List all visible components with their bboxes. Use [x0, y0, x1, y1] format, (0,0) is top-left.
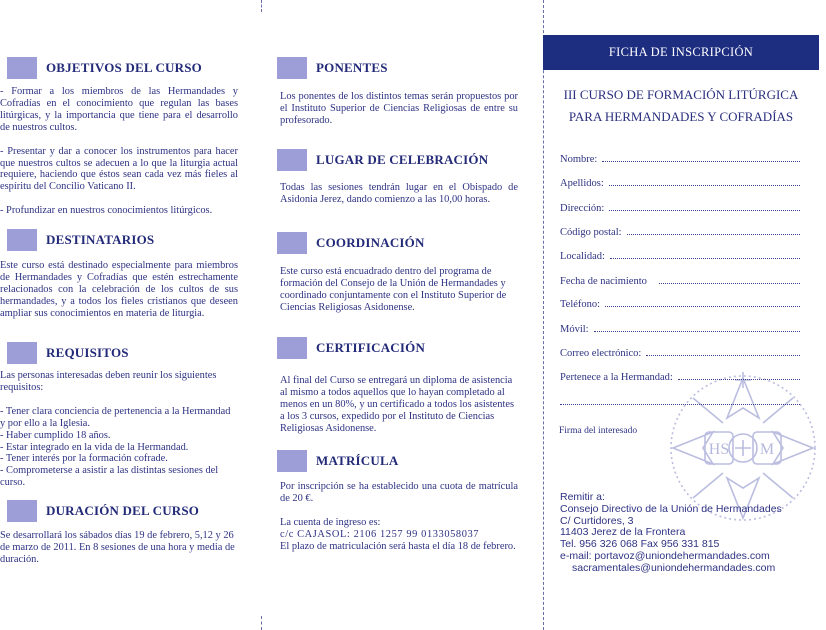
heading-matricula — [277, 450, 398, 472]
field-label: Nombre: — [560, 154, 598, 165]
list-item: - Haber cumplido 18 años. — [0, 429, 111, 441]
paragraph: - Formar a los miembros de las Hermandades y Cofradías en el conocimiento que regulan las bases litúrgicas, y la importancia que tiene para el desarrollo de nuestros cultos. — [0, 86, 238, 133]
paragraph: - Profundizar en nuestros conocimientos litúrgicos. — [0, 205, 213, 217]
field-fecha-nacimiento[interactable] — [560, 275, 800, 287]
course-title-line: III CURSO DE FORMACIÓN LITÚRGICA — [563, 87, 799, 102]
ponentes-text — [280, 91, 518, 127]
requisitos-list — [0, 406, 238, 489]
address-line: Consejo Directivo de la Unión de Hermandades — [560, 502, 782, 515]
address-line: 11403 Jerez de la Frontera — [560, 526, 686, 539]
field-label: Móvil: — [560, 324, 589, 335]
lugar-text — [280, 182, 518, 206]
coordinacion-text — [280, 266, 520, 314]
field-label: Código postal: — [560, 227, 622, 238]
field-label: Localidad: — [560, 251, 605, 262]
field-codigo-postal[interactable] — [560, 226, 800, 238]
heading-destinatarios — [7, 229, 154, 251]
paragraph: Al final del Curso se entregará un diploma de asistencia al mismo a todos aquellos que lo hayan completado al menos en un 80%, y un certificado a todos los asistentes a los 3 cursos, expedido por el Instituto de Ciencias Religiosas Asidonense. — [280, 375, 515, 434]
paragraph: Este curso está encuadrado dentro del programa de formación del Consejo de la Unión de Hermandades y coordinado conjuntamente con el Instituto Superior de Ciencias Religiosas Asidonense. — [280, 266, 507, 313]
field-input-line[interactable] — [659, 275, 800, 284]
field-input-line[interactable] — [609, 177, 800, 186]
list-item: - Tener interés por la formación cofrade. — [0, 453, 168, 465]
field-nombre[interactable] — [560, 153, 800, 165]
course-title — [543, 84, 819, 128]
seal-letters-right: M — [759, 441, 775, 458]
field-input-line[interactable] — [610, 250, 800, 259]
field-label: Pertenece a la Hermandad: — [560, 372, 673, 383]
remitir-block — [560, 492, 782, 575]
account-number: c/c CAJASOL: 2106 1257 99 0133058037 — [280, 528, 480, 540]
field-input-line[interactable] — [602, 153, 800, 162]
field-hermandad-extra-line[interactable] — [560, 404, 800, 405]
duracion-text — [0, 530, 240, 566]
field-input-line[interactable] — [594, 323, 800, 332]
heading-duracion — [7, 500, 199, 522]
field-telefono[interactable] — [560, 298, 800, 310]
heading-title: REQUISITOS — [46, 345, 129, 360]
heading-square — [7, 500, 37, 522]
field-label: Dirección: — [560, 203, 605, 214]
field-localidad[interactable] — [560, 250, 800, 262]
paragraph: Este curso está destinado especialmente para miembros de Hermandades y Cofradías que estén estrechamente relacionados con la celebración de los cultos de sus hermandades, y a todos los fieles cristianos que deseen ampliar sus conocimientos en materia de liturgia. — [0, 260, 238, 319]
field-input-line[interactable] — [609, 202, 800, 211]
heading-square — [7, 229, 37, 251]
account-label: La cuenta de ingreso es: — [280, 516, 381, 528]
certificacion-text — [280, 375, 520, 435]
email-link[interactable]: e-mail: portavoz@uniondehermandades.com — [560, 549, 770, 562]
heading-certificacion — [277, 337, 425, 359]
heading-title: CERTIFICACIÓN — [316, 340, 426, 355]
field-apellidos[interactable] — [560, 177, 800, 189]
email-link[interactable]: sacramentales@uniondehermandades.com — [572, 561, 776, 574]
paragraph: Las personas interesadas deben reunir los siguientes requisitos: — [0, 370, 217, 393]
field-correo[interactable] — [560, 347, 800, 359]
course-title-line: PARA HERMANDADES Y COFRADÍAS — [568, 109, 794, 124]
signature-label: Firma del interesado — [559, 426, 638, 436]
heading-requisitos — [7, 342, 129, 364]
list-item: - Comprometerse a asistir a las distintas sesiones del curso. — [0, 465, 219, 489]
heading-square — [7, 57, 37, 79]
address-line: Tel. 956 326 068 Fax 956 331 815 — [560, 538, 720, 551]
seal-letters-left: HS — [708, 441, 730, 458]
heading-square — [277, 337, 307, 359]
field-input-line[interactable] — [678, 371, 800, 380]
heading-lugar — [277, 149, 488, 171]
heading-objetivos — [7, 57, 202, 79]
heading-square — [7, 342, 37, 364]
list-item: - Estar integrado en la vida de la Hermandad. — [0, 441, 189, 453]
field-input-line[interactable] — [605, 298, 800, 307]
field-label: Fecha de nacimiento — [560, 276, 647, 287]
address-line: C/ Curtidores, 3 — [560, 514, 634, 527]
list-item: - Tener clara conciencia de pertenencia a la Hermandad y por ello a la Iglesia. — [0, 405, 231, 429]
heading-title: OBJETIVOS DEL CURSO — [46, 60, 202, 75]
fold-line-left — [261, 0, 262, 12]
fold-line-left-bottom — [261, 616, 262, 630]
matricula-account — [280, 517, 518, 553]
deadline-text: El plazo de matriculación será hasta el día 18 de febrero. — [280, 540, 516, 552]
heading-square — [277, 232, 307, 254]
paragraph: - Presentar y dar a conocer los instrumentos para hacer que nuestros cultos se adecuen a lo que la liturgia actual requiere, haciendo que éstos sean cada vez más fieles al espíritu del Concilio Vaticano II. — [0, 145, 238, 193]
column-left — [0, 0, 245, 630]
field-label: Apellidos: — [560, 178, 604, 189]
address-line: Remitir a: — [560, 491, 605, 503]
heading-ponentes — [277, 57, 388, 79]
paragraph: Los ponentes de los distintos temas serán propuestos por el Instituto Superior de Ciencias Religiosas de entre su profesorado. — [280, 91, 518, 126]
matricula-text — [280, 481, 518, 553]
heading-title: MATRÍCULA — [316, 453, 399, 468]
heading-title: COORDINACIÓN — [316, 235, 425, 250]
field-movil[interactable] — [560, 323, 800, 335]
heading-title: LUGAR DE CELEBRACIÓN — [316, 152, 489, 167]
field-input-line[interactable] — [646, 347, 800, 356]
paragraph: Se desarrollará los sábados días 19 de febrero, 5,12 y 26 de marzo de 2011. En 8 sesiones de una hora y media de duración. — [0, 530, 235, 565]
objetivos-text — [0, 86, 238, 217]
column-middle — [275, 0, 525, 630]
paragraph: Por inscripción se ha establecido una cuota de matrícula de 20 €. — [280, 481, 518, 504]
column-form — [543, 0, 826, 630]
form-header: FICHA DE INSCRIPCIÓN — [543, 35, 819, 70]
requisitos-text — [0, 370, 238, 489]
paragraph: Todas las sesiones tendrán lugar en el Obispado de Asidonia Jerez, dando comienzo a las 10,00 horas. — [280, 182, 518, 205]
heading-square — [277, 149, 307, 171]
heading-title: DURACIÓN DEL CURSO — [46, 503, 200, 518]
field-label: Correo electrónico: — [560, 348, 642, 359]
field-label: Teléfono: — [560, 299, 601, 310]
heading-square — [277, 450, 307, 472]
destinatarios-text — [0, 260, 238, 320]
field-input-line[interactable] — [627, 226, 800, 235]
heading-title: DESTINATARIOS — [46, 232, 155, 247]
heading-title: PONENTES — [316, 60, 388, 75]
field-direccion[interactable] — [560, 202, 800, 214]
heading-coordinacion — [277, 232, 425, 254]
field-hermandad[interactable] — [560, 371, 800, 383]
heading-square — [277, 57, 307, 79]
